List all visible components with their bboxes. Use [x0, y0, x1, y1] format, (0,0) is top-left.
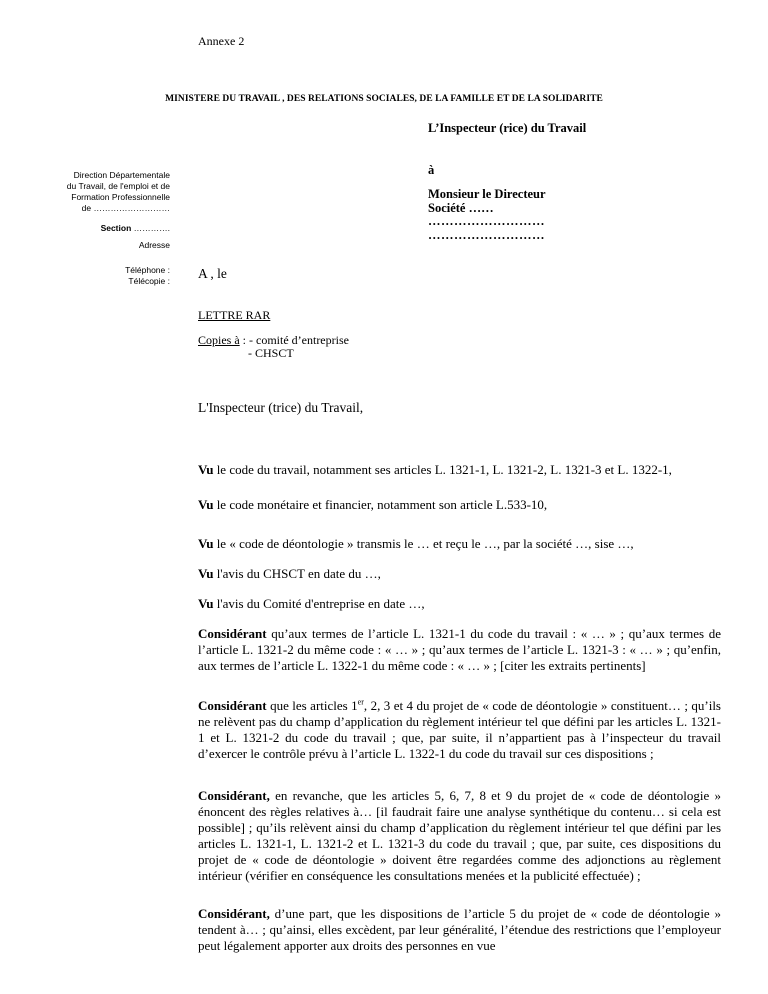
- annex-label: Annexe 2: [198, 34, 245, 48]
- vu-keyword: Vu: [198, 462, 214, 477]
- vu-paragraph-5: [198, 596, 721, 612]
- vu-text: l'avis du Comité d'entreprise en date …,: [213, 596, 425, 611]
- vu-text: le code monétaire et financier, notamment son article L.533-10,: [213, 497, 548, 512]
- recipient-name: Monsieur le Directeur: [428, 187, 546, 201]
- vu-text: l'avis du CHSCT en date du …,: [213, 566, 381, 581]
- vu-keyword: Vu: [198, 497, 214, 512]
- superscript: er: [357, 697, 364, 707]
- section-dots: ………….: [131, 223, 170, 233]
- considerant-paragraph-4: [198, 906, 721, 954]
- copies-line-2: - CHSCT: [248, 346, 294, 360]
- fax-label: Télécopie :: [128, 276, 170, 286]
- to-label: à: [428, 163, 435, 177]
- considerant-keyword: Considérant: [198, 626, 267, 641]
- vu-keyword: Vu: [198, 566, 214, 581]
- considerant-keyword: Considérant,: [198, 906, 270, 921]
- direction-line-2: du Travail, de l'emploi et de: [66, 181, 170, 191]
- letter-type: LETTRE RAR: [198, 308, 271, 322]
- direction-line-3: Formation Professionnelle: [71, 192, 170, 202]
- vu-text: le « code de déontologie » transmis le … et reçu le …, par la société …, sise …,: [213, 536, 634, 551]
- section-label: Section: [100, 223, 132, 233]
- salutation: L'Inspecteur (trice) du Travail,: [198, 400, 364, 415]
- copies-label: Copies à: [198, 333, 240, 347]
- direction-line-1: Direction Départementale: [73, 170, 170, 180]
- recipient-company: Société ……: [428, 201, 494, 215]
- sender-title: L’Inspecteur (rice) du Travail: [428, 121, 587, 135]
- vu-paragraph-3: [198, 536, 721, 552]
- considerant-text: , 2, 3 et 4 du projet de « code de déontologie » constituent… ; qu’ils ne relèvent pas du champ d’application du règlement intérieur tel que défini par les articles L. 1321-1 et L. 1321-2 du code du travail ; que, par suite, il n’appartient pas à l’inspecteur du travail d’exercer le contrôle prévu à l’article L. 1322-1 du code du travail sur ces dispositions ;: [198, 698, 721, 761]
- considerant-text: qu’aux termes de l’article L. 1321-1 du code du travail : « … » ; qu’aux termes de l’article L. 1321-2 du même code : « … » ; qu’aux termes de l’article L. 1321-3 : « … » ; qu’enfin, aux termes de l’article L. 1322-1 du même code : « … » ; [citer les extraits pertinents]: [198, 626, 721, 673]
- considerant-text-start: que les articles 1: [266, 698, 358, 713]
- recipient-address-line-2: ………………………: [428, 228, 545, 242]
- vu-paragraph-4: [198, 566, 721, 582]
- considerant-keyword: Considérant,: [198, 788, 270, 803]
- recipient-address-line-1: ………………………: [428, 214, 545, 228]
- vu-paragraph-2: [198, 497, 721, 513]
- direction-block: [67, 170, 170, 214]
- phone-block: [125, 265, 170, 287]
- vu-paragraph-1: [198, 462, 721, 478]
- ministry-header: MINISTERE DU TRAVAIL , DES RELATIONS SOCIALES, DE LA FAMILLE ET DE LA SOLIDARITE: [165, 94, 603, 104]
- vu-text: le code du travail, notamment ses articles L. 1321-1, L. 1321-2, L. 1321-3 et L. 1322-1,: [213, 462, 672, 477]
- copies-block: [198, 334, 349, 360]
- address-label: Adresse: [138, 240, 170, 250]
- considerant-paragraph-3: [198, 788, 721, 884]
- considerant-text: en revanche, que les articles 5, 6, 7, 8 et 9 du projet de « code de déontologie » énoncent des règles relatives à… [il faudrait faire une analyse synthétique du contenu… si cela est possible] ; qu’ils relèvent ainsi du champ d’application du règlement intérieur tel que défini par les articles L. 1321-1, L. 1321-2 et L. 1321-3 du code du travail ; que, par suite, ces dispositions du projet de « code de déontologie » doivent être regardées comme des adjonctions au règlement intérieur (vérifier en conséquence les consultations menées et la publicité effectuée) ;: [198, 788, 721, 883]
- direction-line-4: de ………………………: [81, 203, 170, 213]
- section-line: [101, 223, 170, 234]
- considerant-text: d’une part, que les dispositions de l’article 5 du projet de « code de déontologie » tendent à… ; qu’ainsi, elles excèdent, par leur généralité, l’étendue des restrictions que l’employeur peut légalement apporter aux droits des personnes en vue: [198, 906, 721, 953]
- considerant-keyword: Considérant: [198, 698, 267, 713]
- copies-line-1: : - comité d’entreprise: [239, 333, 349, 347]
- considerant-paragraph-1: [198, 626, 721, 674]
- vu-keyword: Vu: [198, 536, 214, 551]
- considerant-paragraph-2: [198, 698, 721, 762]
- vu-keyword: Vu: [198, 596, 214, 611]
- telephone-label: Téléphone :: [125, 265, 170, 275]
- date-line: A , le: [198, 266, 227, 281]
